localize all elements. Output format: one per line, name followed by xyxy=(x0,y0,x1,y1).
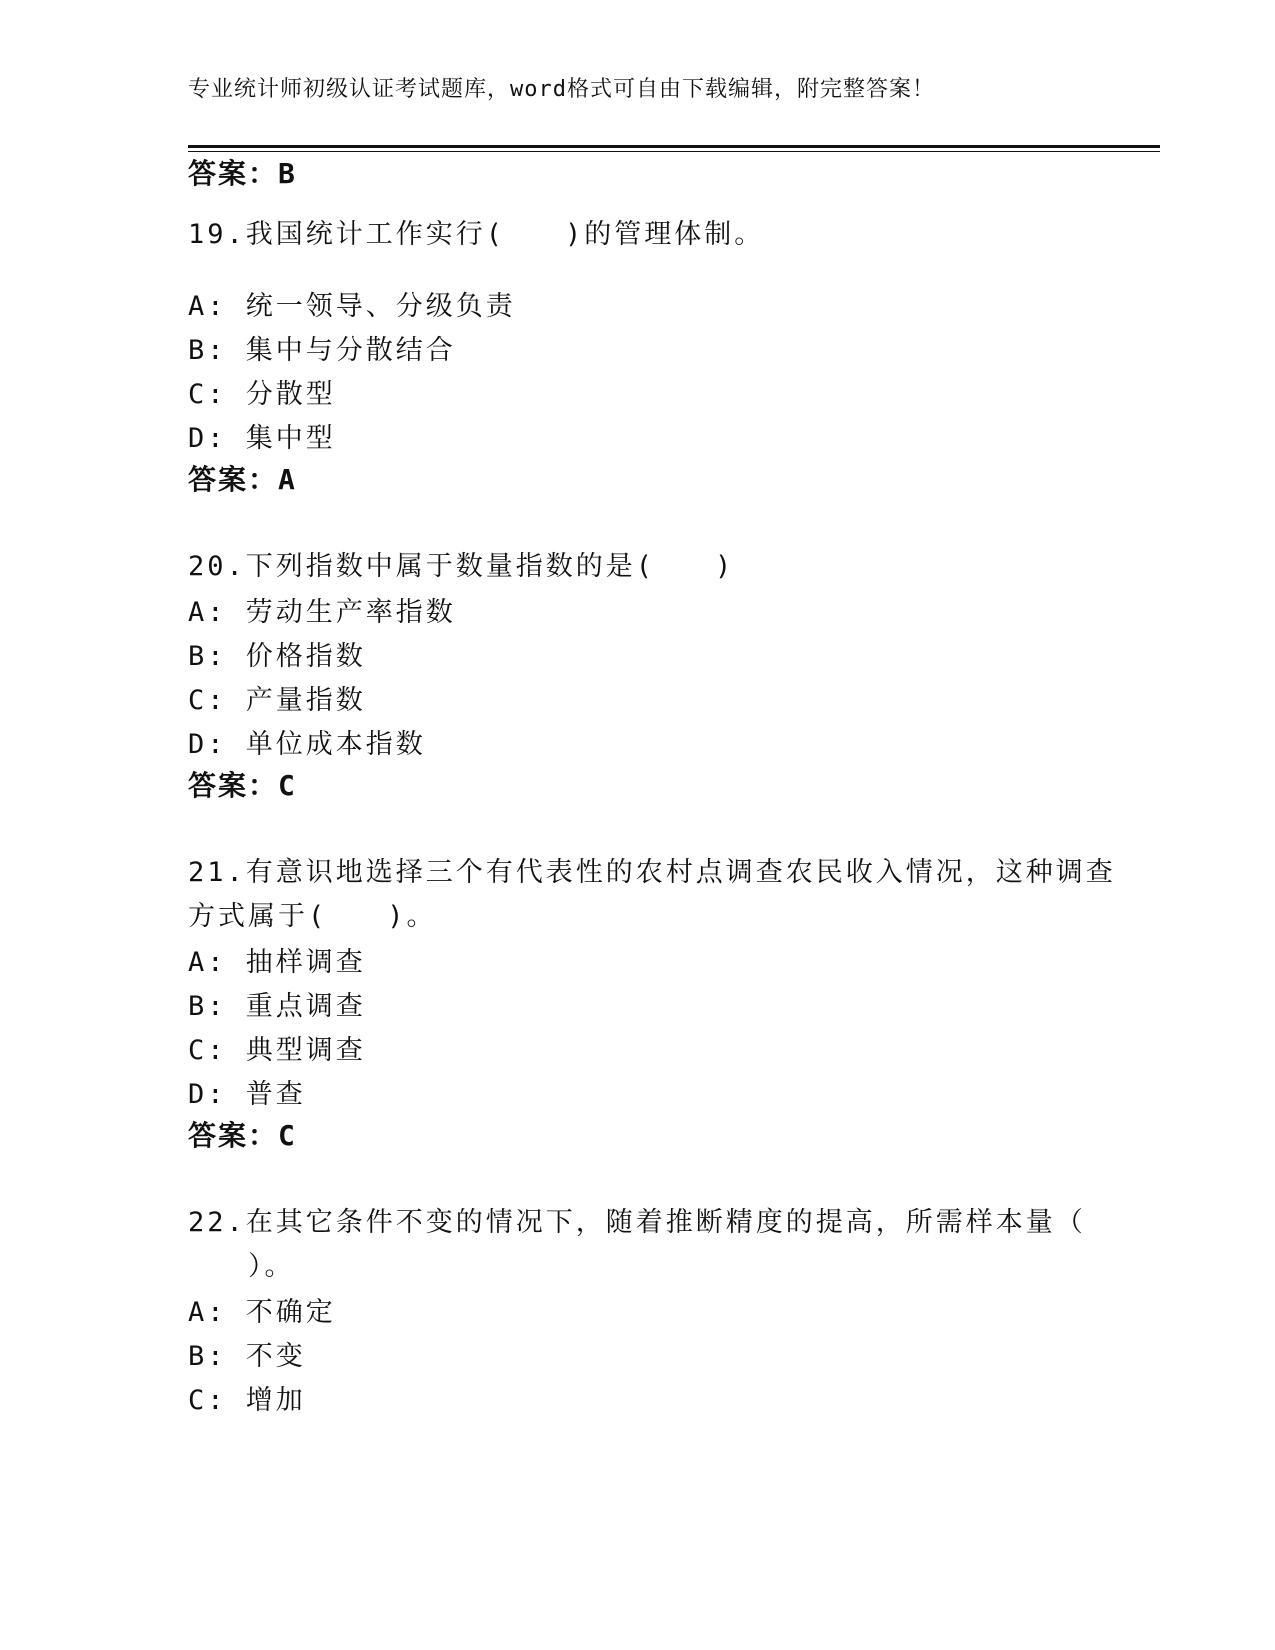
header-rule-thin xyxy=(188,151,1160,152)
question-text: 19.我国统计工作实行( )的管理体制。 xyxy=(188,219,765,250)
option-c: C: 增加 xyxy=(188,1385,306,1416)
option-a: A: 劳动生产率指数 xyxy=(188,597,456,628)
question-text: 21.有意识地选择三个有代表性的农村点调查农民收入情况，这种调查 xyxy=(188,857,1116,888)
option-d: D: 普查 xyxy=(188,1079,306,1110)
option-b: B: 重点调查 xyxy=(188,991,366,1022)
page-header: 专业统计师初级认证考试题库，word格式可自由下载编辑，附完整答案！ xyxy=(188,77,935,102)
option-d: D: 集中型 xyxy=(188,423,336,454)
option-b: B: 集中与分散结合 xyxy=(188,335,456,366)
question-text-continued: ）。 xyxy=(188,1251,295,1282)
option-a: A: 抽样调查 xyxy=(188,947,366,978)
option-c: C: 产量指数 xyxy=(188,685,366,716)
answer-line: 答案：C xyxy=(188,769,297,802)
option-a: A: 统一领导、分级负责 xyxy=(188,291,516,322)
option-b: B: 价格指数 xyxy=(188,641,366,672)
answer-line: 答案：C xyxy=(188,1119,297,1152)
header-rule-thick xyxy=(188,145,1160,148)
option-d: D: 单位成本指数 xyxy=(188,729,426,760)
question-text: 20.下列指数中属于数量指数的是( ) xyxy=(188,551,735,582)
option-c: C: 分散型 xyxy=(188,379,336,410)
option-a: A: 不确定 xyxy=(188,1297,336,1328)
option-b: B: 不变 xyxy=(188,1341,306,1372)
answer-line: 答案：A xyxy=(188,463,297,496)
question-text: 22.在其它条件不变的情况下，随着推断精度的提高，所需样本量（ xyxy=(188,1207,1086,1238)
answer-line: 答案：B xyxy=(188,157,297,190)
question-text-continued: 方式属于( )。 xyxy=(188,901,437,932)
option-c: C: 典型调查 xyxy=(188,1035,366,1066)
